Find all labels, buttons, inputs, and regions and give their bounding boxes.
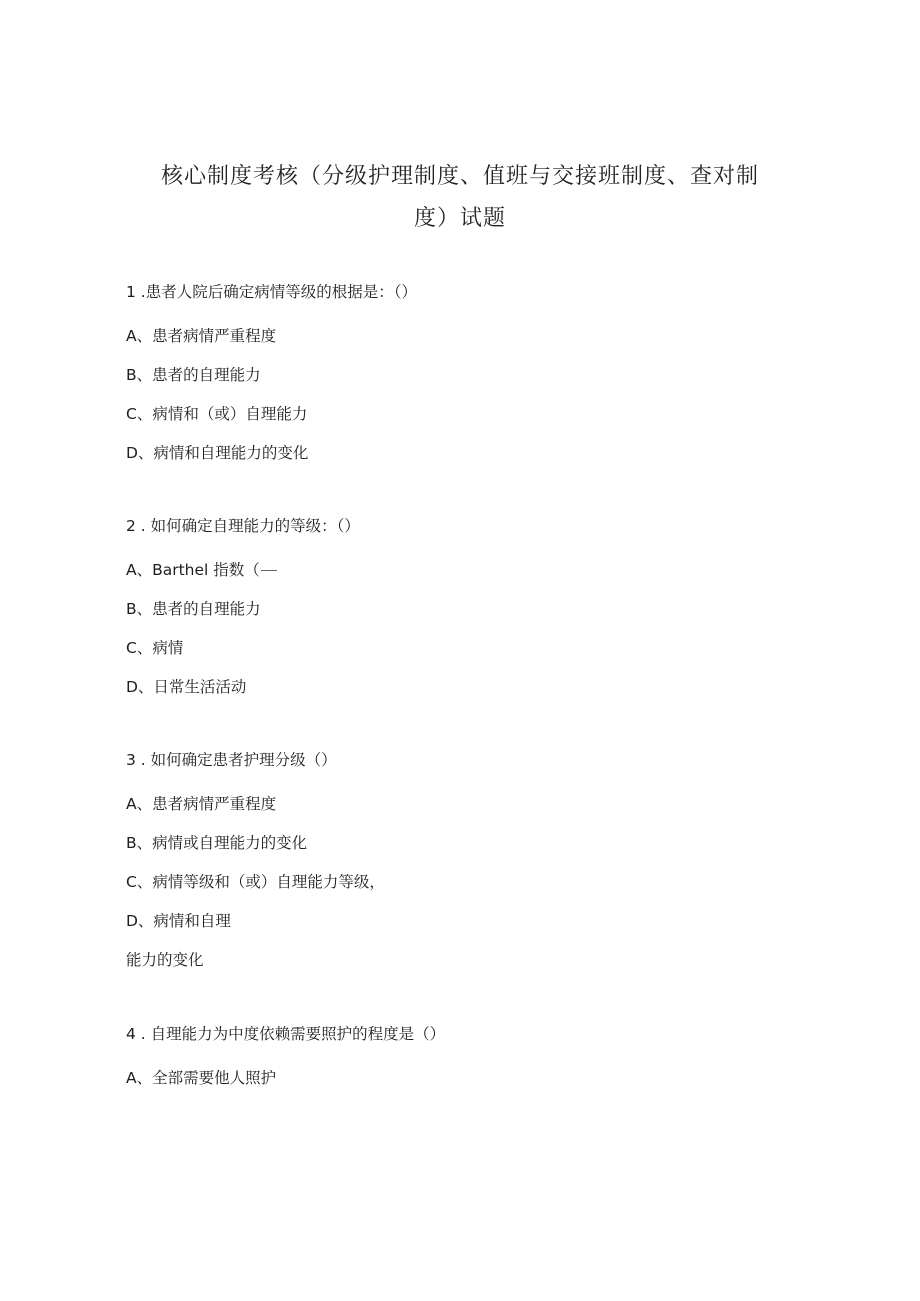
question-1-option-d: D、病情和自理能力的变化: [126, 444, 309, 462]
question-3-stem: 3 . 如何确定患者护理分级（）: [126, 751, 337, 769]
question-1-stem: 1 .患者人院后确定病情等级的根据是：（）: [126, 283, 417, 301]
question-2-option-a: A、Barthel 指数（: [126, 561, 260, 579]
question-2-option-c: C、病情: [126, 639, 184, 657]
truncation-dash-icon: [261, 570, 277, 571]
question-2-option-b: B、患者的自理能力: [126, 600, 261, 618]
question-3-option-b: B、病情或自理能力的变化: [126, 834, 308, 852]
question-3-option-d-continuation: 能力的变化: [126, 951, 204, 969]
page-title: [120, 156, 800, 240]
question-2-option-a-row: [126, 560, 277, 580]
question-4-option-a: A、全部需要他人照护: [126, 1069, 277, 1087]
question-3-option-c: C、病情等级和（或）自理能力等级，: [126, 873, 385, 891]
question-1-option-c: C、病情和（或）自理能力: [126, 405, 308, 423]
title-line-2: 度）试题: [413, 206, 506, 231]
question-1-option-b: B、患者的自理能力: [126, 366, 261, 384]
question-3-option-d: D、病情和自理: [126, 912, 231, 930]
question-2-option-d: D、日常生活活动: [126, 678, 247, 696]
question-1-option-a: A、患者病情严重程度: [126, 327, 277, 345]
question-3-option-a: A、患者病情严重程度: [126, 795, 277, 813]
question-4-stem: 4 . 自理能力为中度依赖需要照护的程度是（）: [126, 1025, 446, 1043]
question-2-stem: 2 . 如何确定自理能力的等级：（）: [126, 517, 360, 535]
title-line-1: 核心制度考核（分级护理制度、值班与交接班制度、查对制: [160, 164, 759, 189]
